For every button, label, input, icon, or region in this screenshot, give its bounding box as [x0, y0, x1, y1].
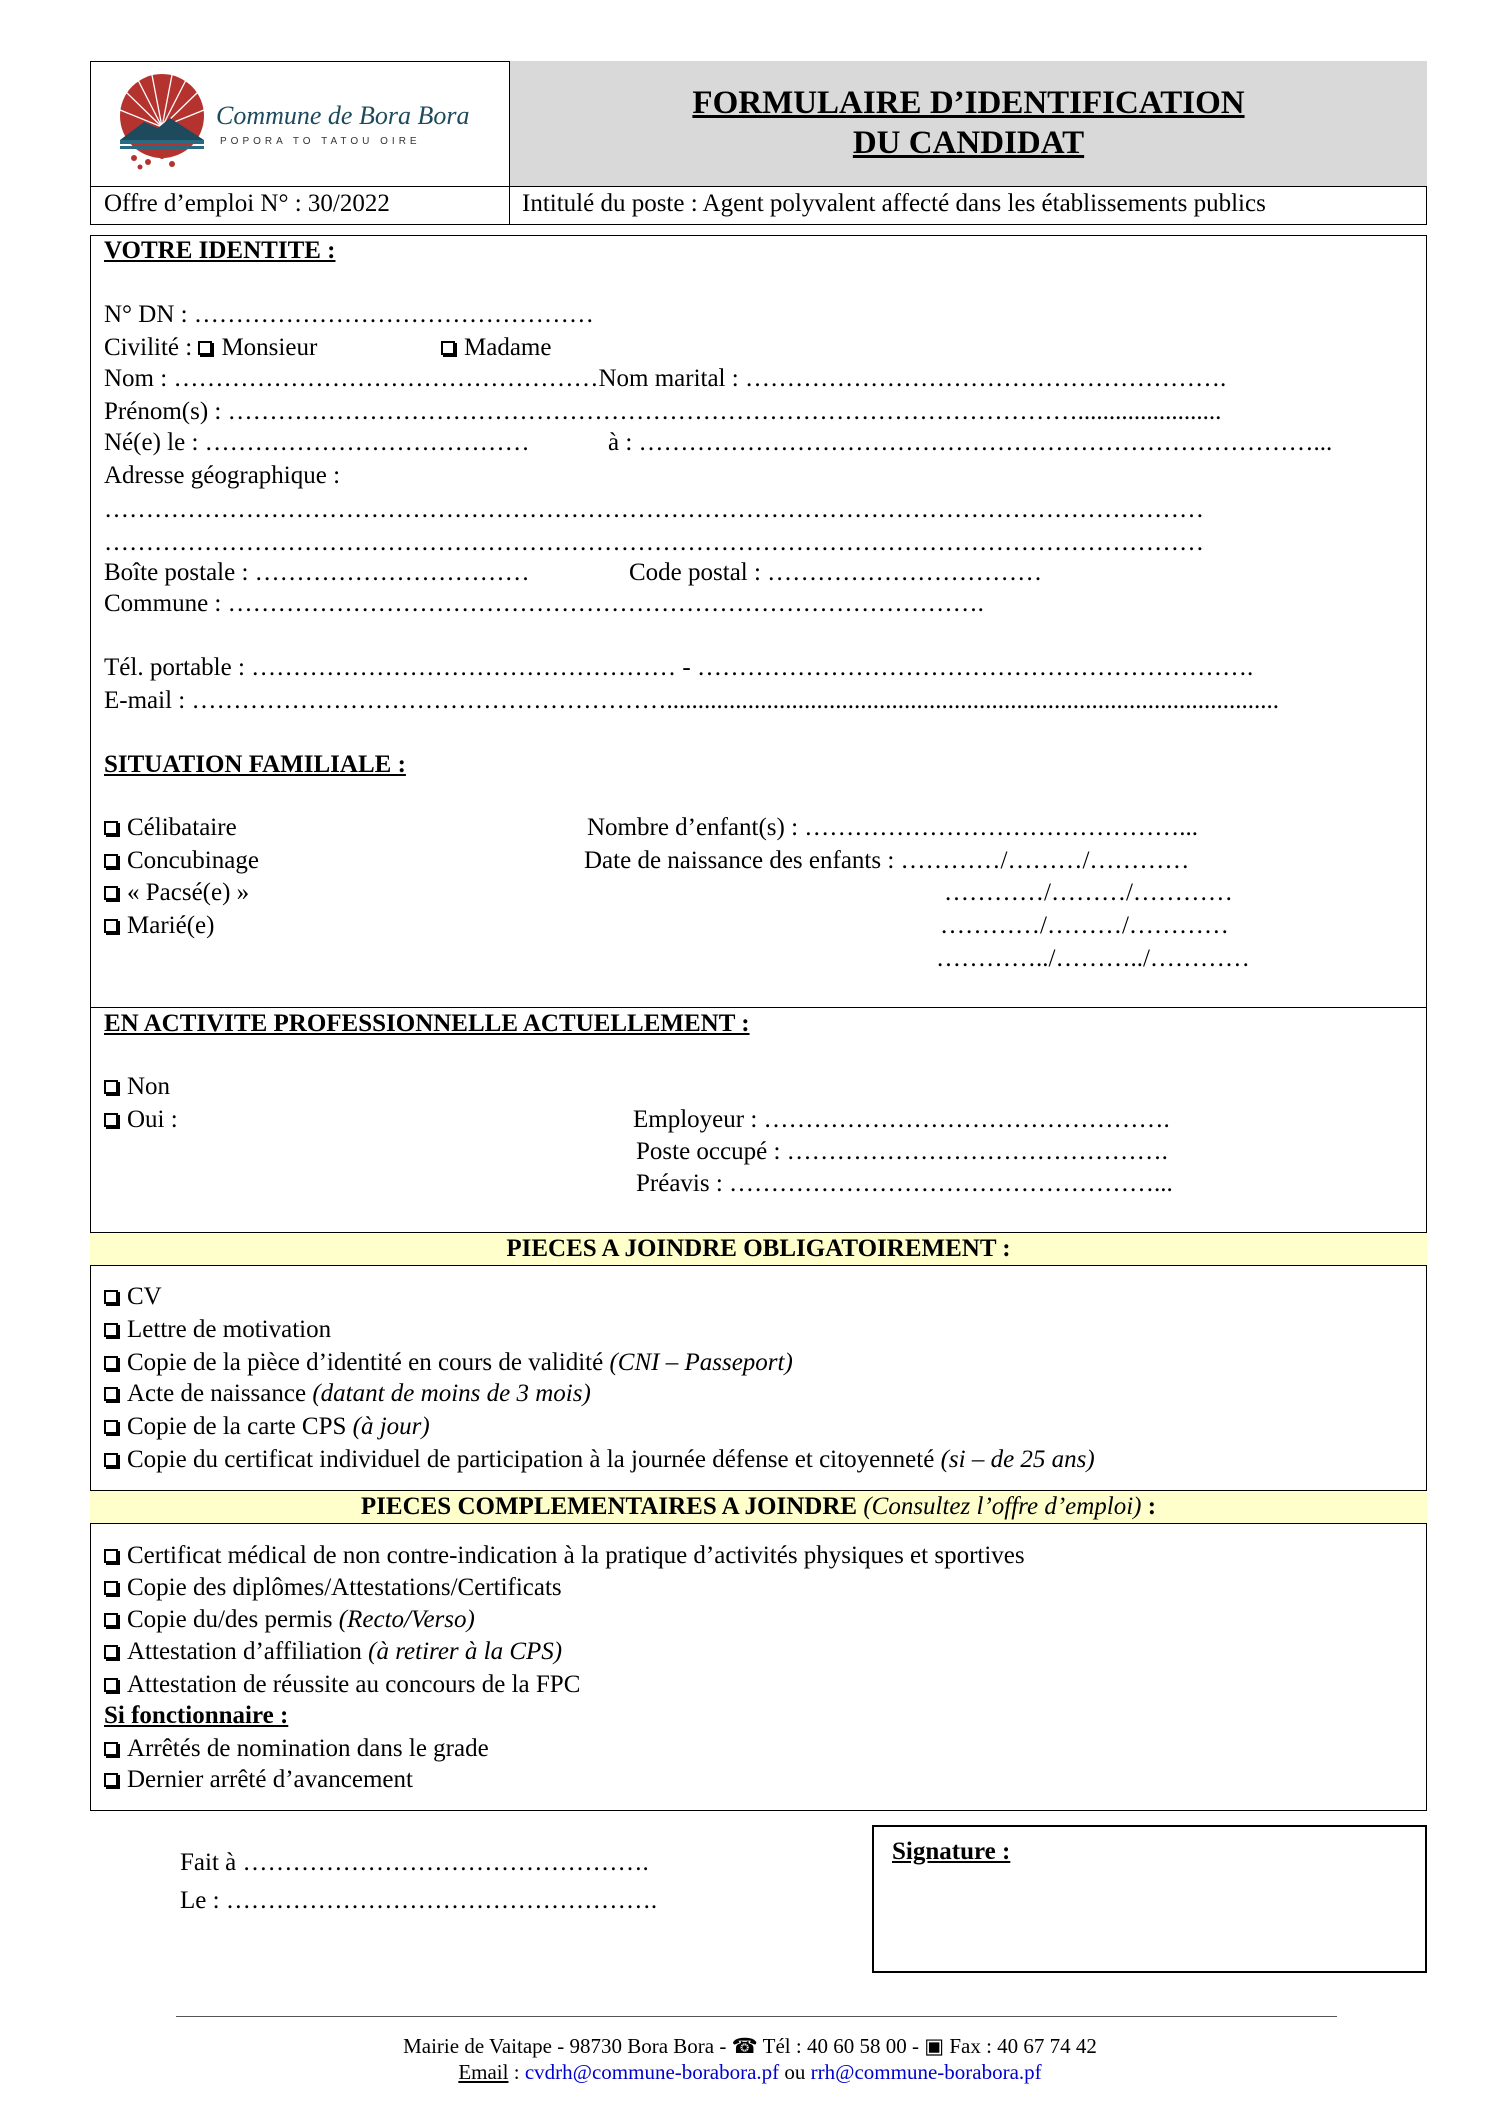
notice-field[interactable]: Préavis : ……………………………………………... [636, 1170, 1173, 1197]
option-madame: Madame [464, 334, 552, 361]
checkbox-icon[interactable] [441, 341, 455, 355]
checkbox-icon[interactable] [104, 1645, 118, 1659]
activity-non: Non [104, 1072, 170, 1102]
checkbox-icon[interactable] [104, 1453, 118, 1467]
family-title: SITUATION FAMILIALE : [104, 751, 406, 778]
offer-number: Offre d’emploi N° : 30/2022 [104, 190, 390, 217]
footer-emails: Email : cvdrh@commune-borabora.pf ou rrh@commune-borabora.pf [458, 2060, 1042, 2084]
footer-address: Mairie de Vaitape - 98730 Bora Bora - ☎ Tél : 40 60 58 00 - ▣ Fax : 40 67 74 42 [403, 2034, 1097, 2058]
activity-oui: Oui : [104, 1105, 178, 1135]
complementary-item: Attestation d’affiliation (à retirer à la CPS) [104, 1637, 562, 1667]
place-field[interactable]: Fait à …………………………………………. [180, 1849, 649, 1876]
birthdate-field[interactable]: Né(e) le : ………………………………… [104, 429, 530, 456]
checkbox-icon[interactable] [104, 1420, 118, 1434]
address-line-1[interactable]: …………………………………………………………………………………………………………………… [104, 496, 1204, 523]
children-birth-line[interactable]: …………/………/………… [940, 912, 1229, 939]
email-link-cvdrh[interactable]: cvdrh@commune-borabora.pf [524, 2060, 780, 2084]
form-title-line1: FORMULAIRE D’IDENTIFICATION [692, 85, 1245, 121]
prenom-field[interactable]: Prénom(s) : …………………………………………………………………………………………....................... [104, 398, 1222, 425]
checkbox-icon[interactable] [104, 1613, 118, 1627]
title-cell [509, 61, 1427, 187]
checkbox-icon[interactable] [104, 854, 118, 868]
job-field[interactable]: Poste occupé : ………………………………………. [636, 1138, 1168, 1165]
email-link-rrh[interactable]: rrh@commune-borabora.pf [810, 2060, 1042, 2084]
checkbox-icon[interactable] [198, 341, 212, 355]
divider [90, 186, 510, 187]
fonctionnaire-item: Dernier arrêté d’avancement [104, 1765, 413, 1795]
checkbox-icon[interactable] [104, 919, 118, 933]
identity-title: VOTRE IDENTITE : [104, 237, 336, 264]
checkbox-icon[interactable] [104, 886, 118, 900]
complementary-title: PIECES COMPLEMENTAIRES A JOINDRE (Consultez l’offre d’emploi) : [90, 1490, 1427, 1524]
complementary-item: Copie du/des permis (Recto/Verso) [104, 1605, 475, 1635]
children-birth-field[interactable]: Date de naissance des enfants : …………/………/………… [584, 847, 1190, 874]
address-label: Adresse géographique : [104, 462, 341, 489]
family-option: Marié(e) [104, 911, 214, 941]
mandatory-item: Copie du certificat individuel de participation à la journée défense et citoyenneté (si – de 25 ans) [104, 1445, 1095, 1475]
complementary-item: Copie des diplômes/Attestations/Certificats [104, 1573, 562, 1603]
checkbox-icon[interactable] [104, 1773, 118, 1787]
checkbox-icon[interactable] [104, 821, 118, 835]
position-title: Intitulé du poste : Agent polyvalent affecté dans les établissements publics [522, 190, 1266, 217]
nom-field[interactable]: Nom : ……………………………………………Nom marital : …………………………………………………. [104, 365, 1227, 392]
mandatory-item: Acte de naissance (datant de moins de 3 mois) [104, 1379, 591, 1409]
svg-text:Commune de Bora Bora: Commune de Bora Bora [216, 101, 470, 130]
checkbox-icon[interactable] [104, 1742, 118, 1756]
fax-icon: ▣ [924, 2034, 945, 2058]
date-field[interactable]: Le : ……………………………………………. [180, 1887, 658, 1914]
activity-title: EN ACTIVITE PROFESSIONNELLE ACTUELLEMENT : [104, 1010, 750, 1037]
family-option: Concubinage [104, 846, 259, 876]
option-monsieur: Monsieur [221, 334, 318, 361]
footer-divider [176, 2016, 1337, 2017]
birthplace-field[interactable]: à : ………………………………………………………………………... [608, 429, 1333, 456]
address-line-2[interactable]: …………………………………………………………………………………………………………………… [104, 529, 1204, 556]
checkbox-icon[interactable] [104, 1387, 118, 1401]
family-option: « Pacsé(e) » [104, 878, 249, 908]
children-birth-line[interactable]: …………../………../………… [936, 945, 1250, 972]
fonctionnaire-item: Arrêtés de nomination dans le grade [104, 1734, 489, 1764]
divider [509, 186, 510, 224]
civility-row [104, 333, 317, 363]
mandatory-item: Lettre de motivation [104, 1315, 331, 1345]
mandatory-item: Copie de la carte CPS (à jour) [104, 1412, 430, 1442]
po-box-field[interactable]: Boîte postale : …………………………… [104, 559, 530, 586]
checkbox-icon[interactable] [104, 1290, 118, 1304]
signature-box[interactable] [872, 1825, 1427, 1973]
children-birth-line[interactable]: …………/………/………… [944, 879, 1233, 906]
signature-label: Signature : [892, 1838, 1011, 1865]
complementary-item: Attestation de réussite au concours de la FPC [104, 1670, 580, 1700]
postal-code-field[interactable]: Code postal : …………………………… [629, 559, 1043, 586]
phone-field[interactable]: Tél. portable : …………………………………………… - …………………………………………………………. [104, 654, 1254, 681]
divider [90, 1007, 1427, 1008]
commune-logo [114, 72, 474, 172]
form-title-line2: DU CANDIDAT [852, 125, 1085, 161]
phone-icon: ☎ [731, 2034, 758, 2058]
children-count-field[interactable]: Nombre d’enfant(s) : ………………………………………... [587, 814, 1199, 841]
employer-field[interactable]: Employeur : …………………………………………. [633, 1106, 1170, 1133]
email-field[interactable]: E-mail : ………………………………………………….................................................................................................. [104, 687, 1279, 714]
checkbox-icon[interactable] [104, 1113, 118, 1127]
commune-field[interactable]: Commune : ………………………………………………………………………………. [104, 590, 984, 617]
svg-text:POPORA TO TATOU OIRE: POPORA TO TATOU OIRE [220, 136, 421, 147]
civility-label: Civilité : [104, 334, 193, 361]
checkbox-icon[interactable] [104, 1356, 118, 1370]
dn-field[interactable]: N° DN : ………………………………………… [104, 301, 594, 328]
checkbox-icon[interactable] [104, 1549, 118, 1563]
family-option: Célibataire [104, 813, 237, 843]
checkbox-icon[interactable] [104, 1678, 118, 1692]
madame-option [441, 333, 551, 363]
mandatory-item: CV [104, 1282, 162, 1312]
mandatory-item: Copie de la pièce d’identité en cours de validité (CNI – Passeport) [104, 1348, 793, 1378]
checkbox-icon[interactable] [104, 1080, 118, 1094]
complementary-item: Certificat médical de non contre-indication à la pratique d’activités physiques et sportives [104, 1541, 1025, 1571]
mandatory-title: PIECES A JOINDRE OBLIGATOIREMENT : [90, 1232, 1427, 1266]
checkbox-icon[interactable] [104, 1323, 118, 1337]
checkbox-icon[interactable] [104, 1581, 118, 1595]
fonctionnaire-title: Si fonctionnaire : [104, 1702, 289, 1729]
